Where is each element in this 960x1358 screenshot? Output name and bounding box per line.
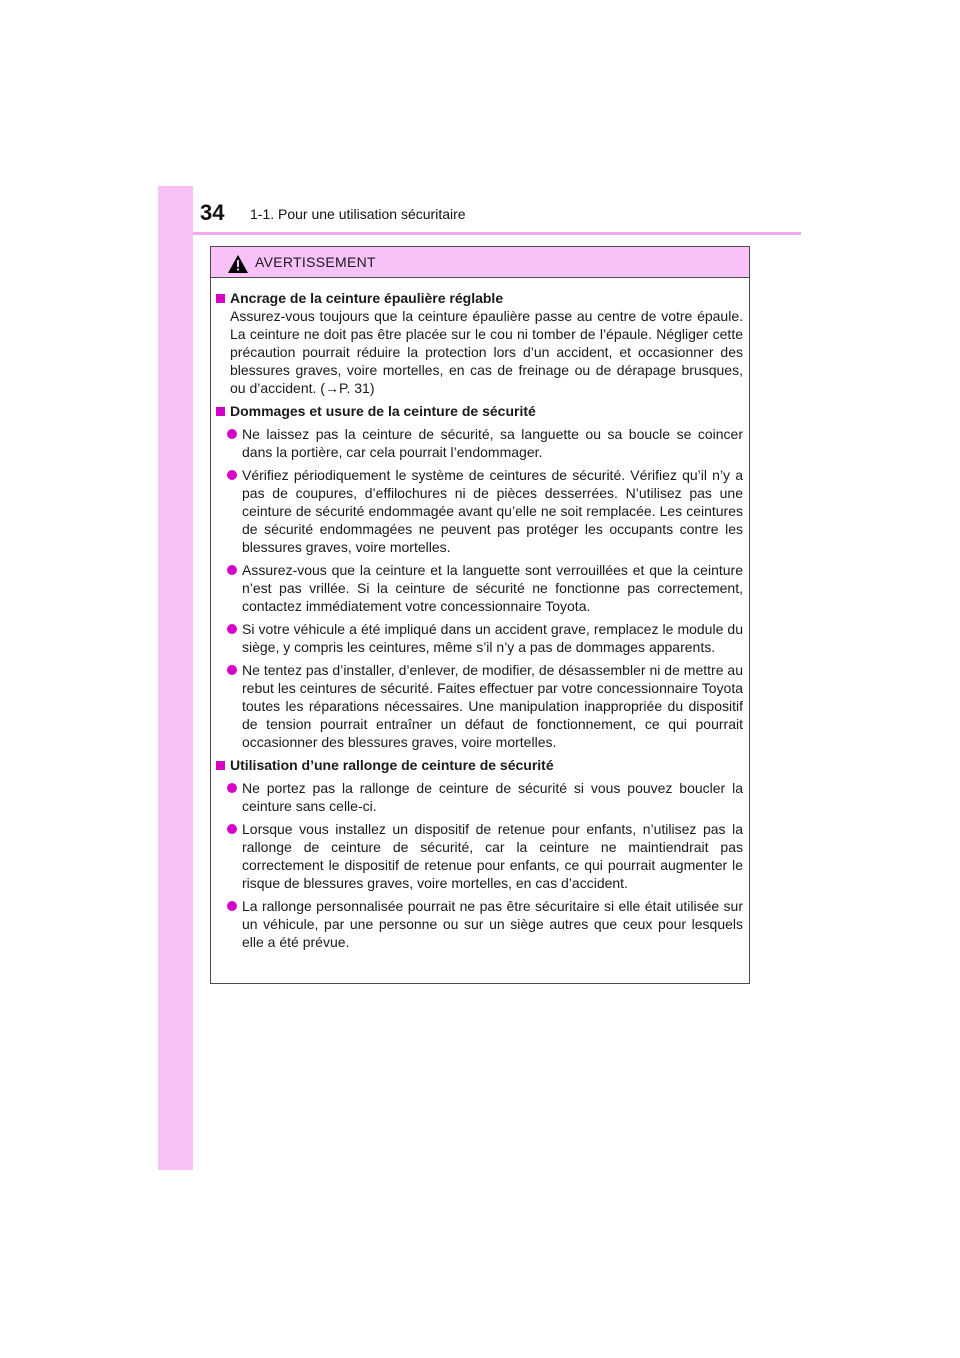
list-item: Assurez-vous que la ceinture et la languette sont verrouillées et que la ceinture n’est pas vrillée. Si la ceinture de sécurité ne fonctionne pas correctement, contactez immédiatement votre concessionnaire Toyota. <box>227 561 743 615</box>
circle-bullet-icon <box>227 624 237 634</box>
header-rule <box>193 232 801 235</box>
section-heading: Dommages et usure de la ceinture de sécurité <box>230 403 536 419</box>
circle-bullet-icon <box>227 783 237 793</box>
circle-bullet-icon <box>227 429 237 439</box>
warning-triangle-icon <box>228 255 248 273</box>
warning-header <box>211 247 749 278</box>
list-item: Lorsque vous installez un dispositif de retenue pour enfants, n’utilisez pas la rallonge de ceinture de sécurité, car la ceinture ne maintiendrait pas correctement le dispositif de retenue pour enfants, ce qui pourrait augmenter le risque de blessures graves, voire mortelles, en cas d’accident. <box>227 820 743 892</box>
page-number: 34 <box>200 200 225 225</box>
list-item: Ne portez pas la rallonge de ceinture de sécurité si vous pouvez boucler la ceinture sans celle-ci. <box>227 779 743 815</box>
section-belt-extender <box>216 757 743 951</box>
list-item: La rallonge personnalisée pourrait ne pas être sécuritaire si elle était utilisée sur un véhicule, par une personne ou sur un siège autres que ceux pour lesquels elle a été prévue. <box>227 897 743 951</box>
chapter-sidebar-tab <box>158 186 193 1170</box>
section-belt-damage <box>216 403 743 751</box>
warning-box <box>210 246 750 984</box>
circle-bullet-icon <box>227 901 237 911</box>
section-title: 1-1. Pour une utilisation sécuritaire <box>250 206 466 222</box>
circle-bullet-icon <box>227 824 237 834</box>
square-bullet-icon <box>216 294 225 303</box>
circle-bullet-icon <box>227 665 237 675</box>
square-bullet-icon <box>216 407 225 416</box>
list-item: Vérifiez périodiquement le système de ceintures de sécurité. Vérifiez qu’il n’y a pas de coupures, d’effilochures ni de pièces desserrées. N’utilisez pas une ceinture de sécurité endommagée avant qu’elle ne soit remplacée. Les ceintures de sécurité endommagées ne peuvent pas protéger les occupants contre les blessures graves, voire mortelles. <box>227 466 743 556</box>
section-shoulder-anchor <box>216 290 743 397</box>
circle-bullet-icon <box>227 470 237 480</box>
list-item: Ne laissez pas la ceinture de sécurité, sa languette ou sa boucle se coincer dans la portière, car cela pourrait l’endommager. <box>227 425 743 461</box>
warning-body <box>211 278 749 951</box>
section-heading: Ancrage de la ceinture épaulière réglable <box>230 290 504 306</box>
square-bullet-icon <box>216 761 225 770</box>
circle-bullet-icon <box>227 565 237 575</box>
warning-title: AVERTISSEMENT <box>255 254 376 270</box>
section-paragraph: Assurez-vous toujours que la ceinture épaulière passe au centre de votre épaule. La ceinture ne doit pas être placée sur le cou ni tomber de l’épaule. Négliger cette précaution pourrait réduire la protection lors d’un accident, et occasionner des blessures graves, voire mortelles, en cas de freinage ou de dérapage brusques, ou d’accident. (→P. 31) <box>230 308 743 396</box>
list-item: Ne tentez pas d’installer, d’enlever, de modifier, de désassembler ni de mettre au rebut les ceintures de sécurité. Faites effectuer par votre concessionnaire Toyota toutes les réparations nécessaires. Une manipulation inappropriée du dispositif de tension pourrait entraîner un défaut de fonctionnement, ce qui pourrait occasionner des blessures graves, voire mortelles. <box>227 661 743 751</box>
list-item: Si votre véhicule a été impliqué dans un accident grave, remplacez le module du siège, y compris les ceintures, même s’il n’y a pas de dommages apparents. <box>227 620 743 656</box>
section-heading: Utilisation d’une rallonge de ceinture de sécurité <box>230 757 554 773</box>
